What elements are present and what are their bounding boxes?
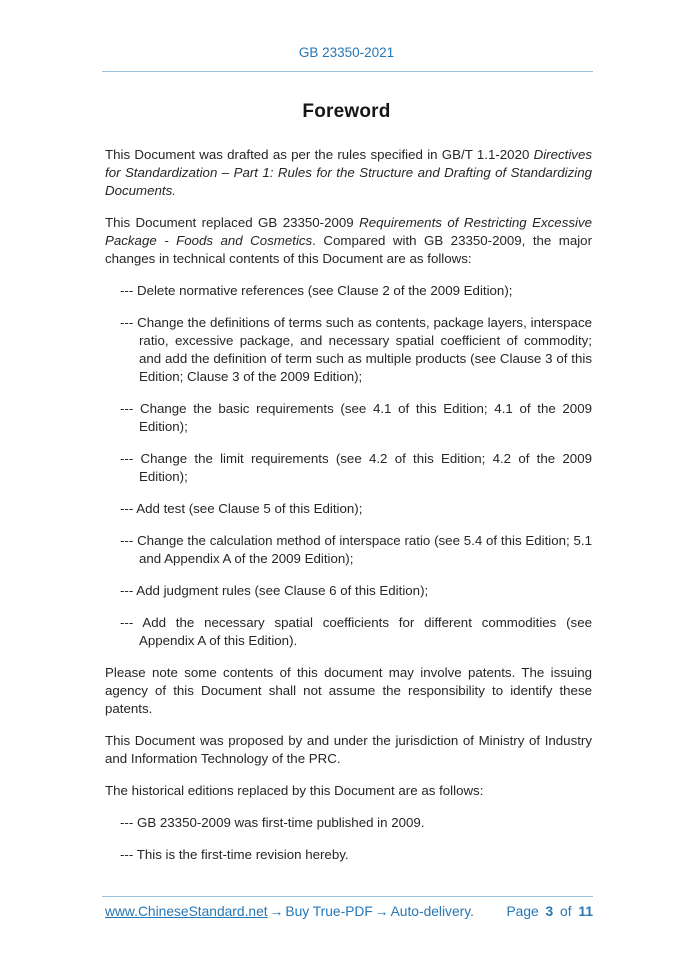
- foreword-content: [105, 146, 592, 864]
- website-link[interactable]: www.ChineseStandard.net: [105, 904, 268, 919]
- page-header: [0, 0, 693, 72]
- list-item: --- Add test (see Clause 5 of this Edition);: [120, 501, 363, 516]
- page-indicator: [506, 904, 593, 919]
- arrow-icon: →: [374, 904, 389, 919]
- footer-rule: [102, 896, 593, 897]
- buy-pdf-label: Buy True-PDF: [285, 904, 373, 919]
- page-current: 3: [545, 904, 554, 919]
- paragraph: Please note some contents of this document may involve patents. The issuing agency of this Document shall not assume the responsibility to identify these patents.: [105, 665, 592, 716]
- delivery-label: Auto-delivery.: [390, 904, 474, 919]
- page-label: Page: [506, 904, 539, 919]
- paragraph: This Document was proposed by and under the jurisdiction of Ministry of Industry and Information Technology of the PRC.: [105, 733, 592, 766]
- list-item: --- This is the first-time revision hereby.: [120, 847, 349, 862]
- page-footer: [0, 896, 693, 919]
- paragraph: This Document was drafted as per the rules specified in GB/T 1.1-2020 Directives for Standardization – Part 1: Rules for the Structure and Drafting of Standardizing Documents.: [105, 147, 592, 198]
- list-item: --- Add the necessary spatial coefficients for different commodities (see Appendix A of this Edition).: [120, 615, 592, 648]
- list-item: --- GB 23350-2009 was first-time published in 2009.: [120, 815, 425, 830]
- list-item: --- Change the definitions of terms such as contents, package layers, interspace ratio, excessive package, and necessary spatial coefficient of commodity; and add the definition of term such as multiple products (see Clause 3 of this Edition; Clause 3 of the 2009 Edition);: [120, 315, 592, 384]
- of-label: of: [560, 904, 572, 919]
- page-total: 11: [578, 904, 593, 919]
- paragraph: This Document replaced GB 23350-2009 Requirements of Restricting Excessive Package - Foods and Cosmetics. Compared with GB 23350-2009, the major changes in technical contents of this Document are as follows:: [105, 215, 593, 266]
- list-item: --- Delete normative references (see Clause 2 of the 2009 Edition);: [120, 283, 513, 298]
- paragraph: The historical editions replaced by this Document are as follows:: [105, 783, 484, 798]
- arrow-icon: →: [269, 904, 284, 919]
- list-item: --- Change the basic requirements (see 4.1 of this Edition; 4.1 of the 2009 Edition);: [120, 401, 592, 434]
- list-item: --- Change the calculation method of interspace ratio (see 5.4 of this Edition; 5.1 and Appendix A of the 2009 Edition);: [120, 533, 592, 566]
- footer-promo: [105, 904, 474, 919]
- list-item: --- Add judgment rules (see Clause 6 of this Edition);: [120, 583, 429, 598]
- doc-number: GB 23350-2021: [298, 45, 395, 60]
- list-item: --- Change the limit requirements (see 4.2 of this Edition; 4.2 of the 2009 Edition);: [120, 451, 592, 484]
- page-title: Foreword: [302, 101, 391, 122]
- header-rule: [102, 71, 593, 72]
